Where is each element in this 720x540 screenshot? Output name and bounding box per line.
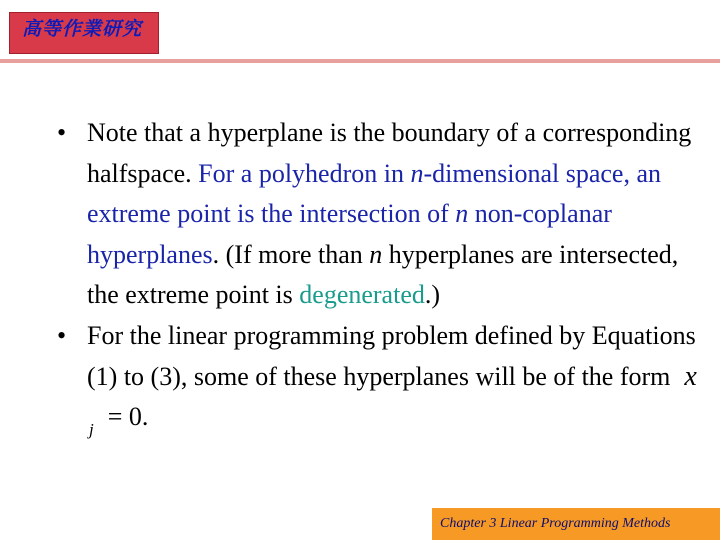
bullet-marker: • bbox=[57, 118, 67, 147]
header-divider bbox=[0, 59, 720, 63]
bullet-2-text: For the linear programming problem defined by Equations (1) to (3), some of these hyperplanes will be of the form bbox=[87, 320, 696, 391]
bullet-item-2 bbox=[0, 316, 720, 451]
footer-chapter-label: Chapter 3 Linear Programming Methods bbox=[440, 516, 671, 531]
text-segment: n bbox=[455, 199, 469, 229]
text-segment: . (If more than bbox=[212, 239, 370, 269]
math-subscript: j bbox=[89, 420, 94, 440]
page-title: 高等作業研究 bbox=[22, 18, 143, 40]
text-segment: .) bbox=[424, 280, 441, 310]
text-segment: -dimensional space, an extreme point is the intersection of bbox=[87, 158, 662, 229]
text-segment: n bbox=[369, 239, 383, 269]
text-segment: hyperplanes are intersected, the extreme point is bbox=[87, 239, 679, 310]
text-segment: non-coplanar hyperplanes bbox=[87, 199, 612, 269]
text-segment: Note that a hyperplane is the boundary of a corresponding halfspace. bbox=[87, 118, 692, 188]
slide-body bbox=[0, 113, 720, 451]
math-variable: x bbox=[684, 360, 697, 392]
text-segment: For a polyhedron in bbox=[198, 158, 411, 188]
text-segment: degenerated bbox=[299, 280, 425, 310]
bullet-2-equation-tail: = 0. bbox=[107, 402, 149, 432]
bullet-marker: • bbox=[57, 320, 67, 350]
text-segment: n bbox=[410, 158, 424, 188]
bullet-1-text bbox=[87, 118, 691, 309]
bullet-item-1 bbox=[0, 113, 720, 316]
